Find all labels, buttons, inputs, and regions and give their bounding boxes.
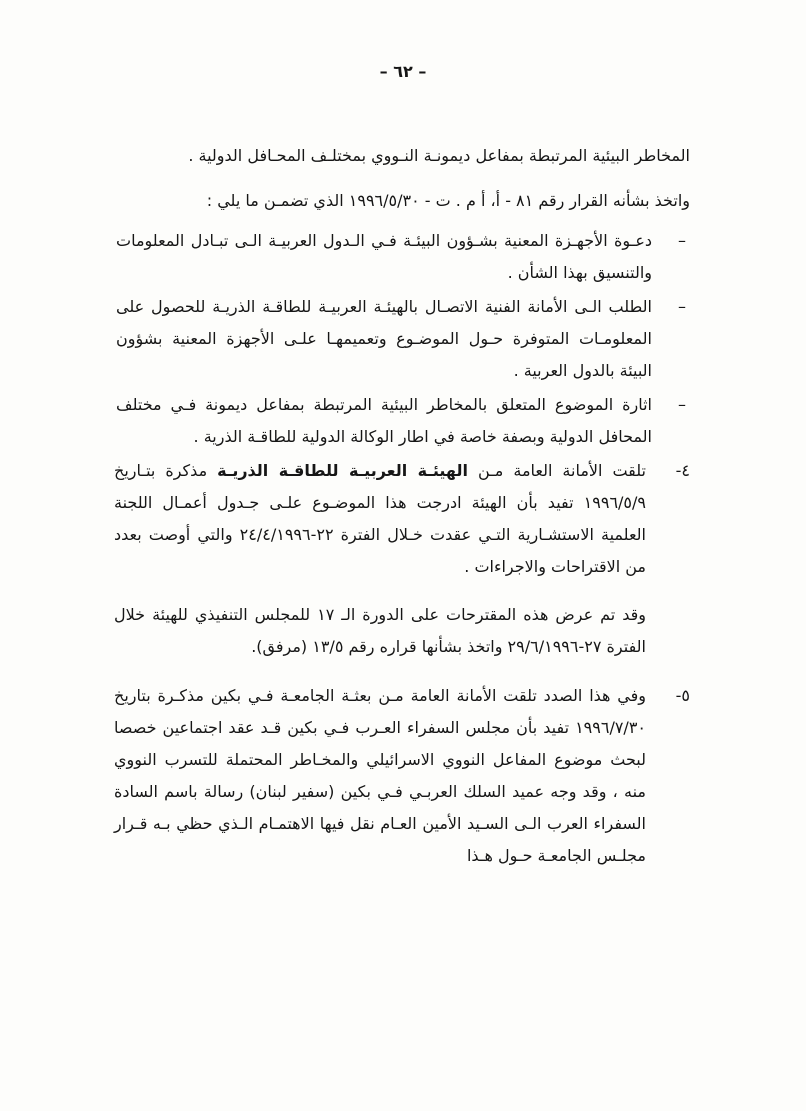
paragraph-continuation: المخاطر البيئية المرتبطة بمفاعل ديمونـة النـووي بمختلـف المحـافل الدولية . xyxy=(188,146,690,165)
bullet-item-3-text: اثارة الموضوع المتعلق بالمخاطر البيئية المرتبطة بمفاعل ديمونة فـي مختلف المحافل الدولية وبصفة خاصة في اطار الوكالة الدولية للطاقـة الذرية . xyxy=(116,395,652,446)
document-body xyxy=(114,140,690,872)
item-5-number: ٥- xyxy=(675,686,690,705)
item-4-number: ٤- xyxy=(675,461,690,480)
item-5-text: وفي هذا الصدد تلقت الأمانة العامة مـن بعثـة الجامعـة فـي بكين مذكـرة بتاريخ ١٩٩٦/٧/٣٠ تفيد بأن مجلس السفراء العـرب فـي بكين قـد عقد اجتماعين خصصا لبحث موضوع المفاعل النووي الاسرائيلي والمخـاطر المحتملة للتسرب النووي منه ، وقد وجه عميد السلك العربـي فـي بكين (سفير لبنان) رسالة باسم السادة السفراء العرب الـى السـيد الأمين العـام نقل فيها الاهتمـام الـذي حظي بـه قـرار مجلـس الجامعـة حـول هـذا xyxy=(114,686,646,865)
bullet-item-2 xyxy=(116,291,690,387)
paragraph-decision: واتخذ بشأنه القرار رقم ٨١ - أ، أ م . ت - ١٩٩٦/٥/٣٠ الذي تضمـن ما يلي : xyxy=(206,191,690,210)
bullet-item-3 xyxy=(116,389,690,453)
bullet-item-1 xyxy=(116,225,690,289)
item-4-text-before-bold: تلقت الأمانة العامة مـن xyxy=(467,461,647,480)
dash-bullet-icon: – xyxy=(678,395,686,414)
bullet-item-1-text: دعـوة الأجهـزة المعنية بشـؤون البيئـة فـي الـدول العربيـة الـى تبـادل المعلومات والتنسيق بهذا الشأن . xyxy=(116,231,652,282)
item-4-bold-phrase: الهيئـة العربيـة للطاقـة الذريـة xyxy=(217,461,468,480)
numbered-item-4 xyxy=(114,455,690,583)
numbered-item-5 xyxy=(114,680,690,872)
page-number: – ٦٢ – xyxy=(379,62,427,81)
bullet-item-2-text: الطلب الـى الأمانة الفنية الاتصـال بالهيئـة العربيـة للطاقـة الذريـة للحصول على المعلومـات المتوفرة حـول الموضـوع وتعميمهـا علـى الأجهزة المعنية بشؤون البيئة بالدول العربية . xyxy=(116,297,652,380)
item-4-text-after-bold: مذكرة بتـاريخ ١٩٩٦/٥/٩ تفيد بأن الهيئة ادرجت هذا الموضـوع علـى جـدول أعمـال اللجنة العلمية الاستشـارية التـي عقدت خـلال الفترة ٢٢-٢٤/٤/١٩٩٦ والتي أوصت بعدد من الاقتراحات والاجراءات . xyxy=(114,461,646,576)
dash-bullet-icon: – xyxy=(678,297,686,316)
paragraph-item-4-followup: وقد تم عرض هذه المقترحات على الدورة الـ ١٧ للمجلس التنفيذي للهيئة خلال الفترة ٢٧-٢٩/٦/١٩٩٦ واتخذ بشأنها قراره رقم ١٣/٥ (مرفق). xyxy=(114,605,646,656)
item-4-text xyxy=(114,455,646,583)
dash-bullet-icon: – xyxy=(678,231,686,250)
bullet-list xyxy=(114,225,690,453)
